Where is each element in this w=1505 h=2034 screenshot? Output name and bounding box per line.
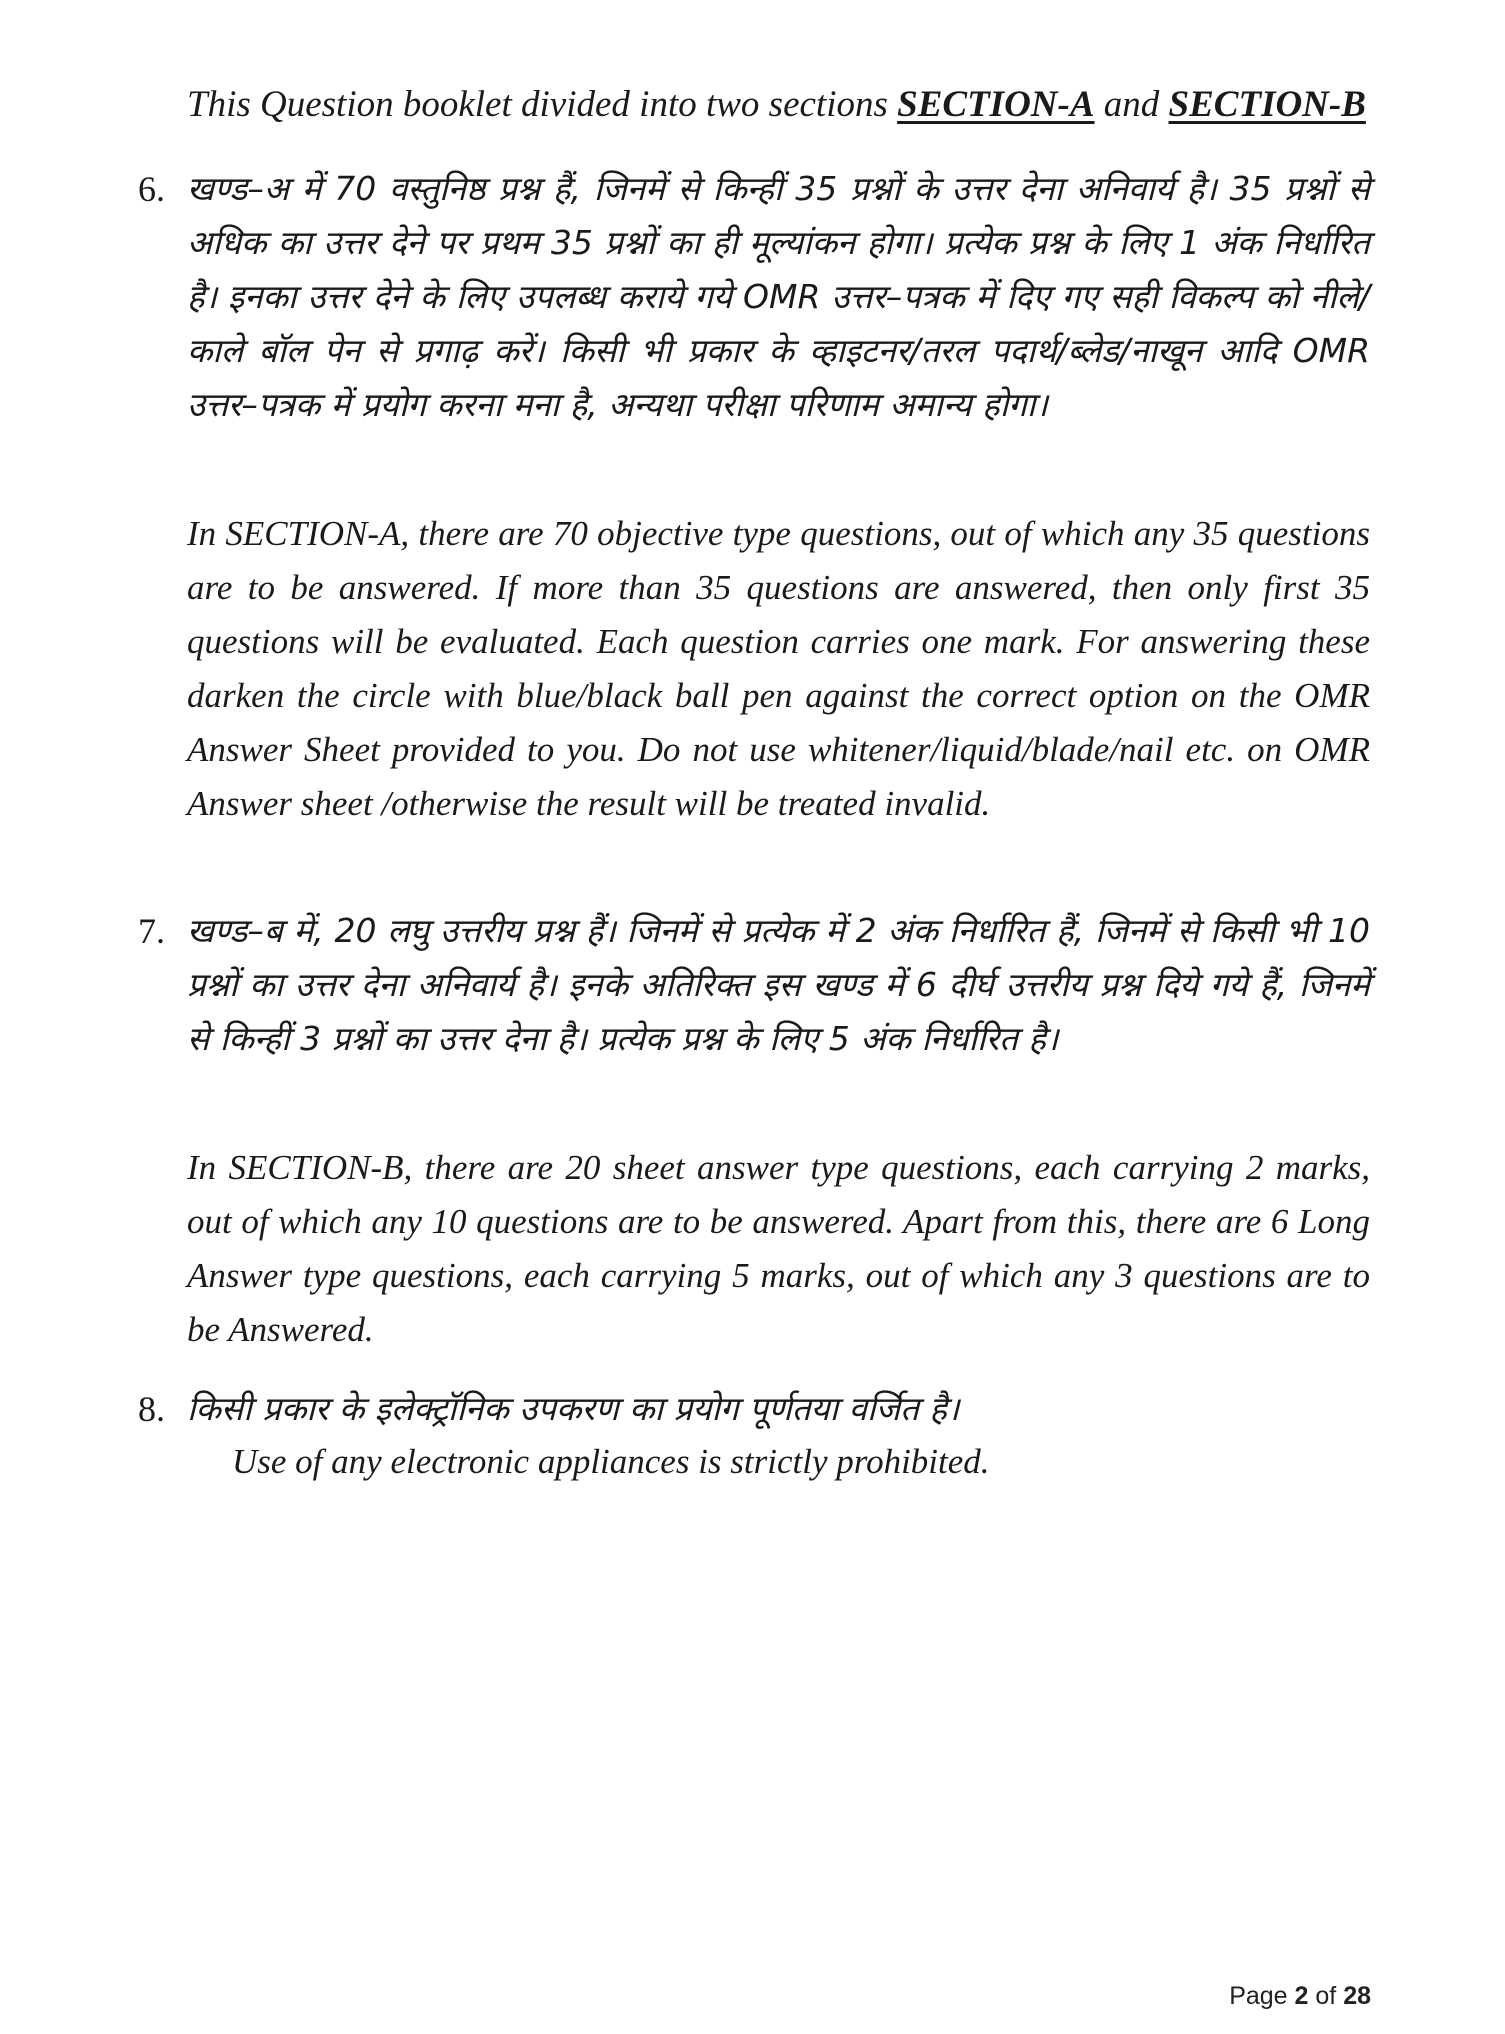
page-current: 2 (1294, 1982, 1309, 2010)
section-intro (187, 78, 1367, 132)
instruction-number: 7. (138, 911, 165, 951)
instruction-english: In SECTION-A, there are 70 objective type questions, out of which any 35 questions are to be answered. If more than 35 questions are answered, then only first 35 questions will be evaluated. Each question carries one mark. For answering these darken the circle with blue/black ball pen against the correct option on the OMR Answer Sheet provided to you. Do not use whitener/liquid/blade/nail etc. on OMR Answer sheet /otherwise the result will be treated invalid. (187, 514, 1370, 823)
page-of: of (1308, 1982, 1344, 2010)
instruction-hindi: खण्ड–ब में, 20 लघु उत्तरीय प्रश्न हैं। जिनमें से प्रत्येक में 2 अंक निर्धारित हैं, जिनमें से किसी भी 10 प्रश्नों का उत्तर देना अनिवार्य है। इनके अतिरिक्त इस खण्ड में 6 दीर्घ उत्तरीय प्रश्न दिये गये हैं, जिनमें से किन्हीं 3 प्रश्नों का उत्तर देना है। प्रत्येक प्रश्न के लिए 5 अंक निर्धारित है। (187, 911, 1370, 1058)
instruction-hindi: किसी प्रकार के इलेक्ट्रॉनिक उपकरण का प्रयोग पूर्णतया वर्जित है। (187, 1389, 960, 1428)
page-label: Page (1229, 1982, 1295, 2010)
section-b-label: SECTION-B (1168, 84, 1366, 125)
instruction-english: Use of any electronic appliances is strictly prohibited. (232, 1442, 990, 1481)
instruction-number: 8. (138, 1389, 165, 1429)
page-total: 28 (1343, 1982, 1371, 2010)
intro-and: and (1094, 84, 1169, 125)
intro-text: This Question booklet divided into two sections (187, 84, 898, 125)
instruction-english: In SECTION-B, there are 20 sheet answer type questions, each carrying 2 marks, out of which any 10 questions are to be answered. Apart from this, there are 6 Long Answer type questions, each carrying 5 marks, out of which any 3 questions are to be Answered. (187, 1148, 1370, 1349)
section-a-label: SECTION-A (897, 84, 1095, 125)
instruction-number: 6. (138, 169, 165, 209)
page-number (1229, 1982, 1371, 2011)
instruction-hindi: खण्ड–अ में 70 वस्तुनिष्ठ प्रश्न हैं, जिनमें से किन्हीं 35 प्रश्नों के उत्तर देना अनिवार्य है। 35 प्रश्नों से अधिक का उत्तर देने पर प्रथम 35 प्रश्नों का ही मूल्यांकन होगा। प्रत्येक प्रश्न के लिए 1 अंक निर्धारित है। इनका उत्तर देने के लिए उपलब्ध कराये गये OMR उत्तर–पत्रक में दिए गए सही विकल्प को नीले/काले बॉल पेन से प्रगाढ़ करें। किसी भी प्रकार के व्हाइटनर/तरल पदार्थ/ब्लेड/नाखून आदि OMR उत्तर–पत्रक में प्रयोग करना मना है, अन्यथा परीक्षा परिणाम अमान्य होगा। (187, 169, 1370, 424)
